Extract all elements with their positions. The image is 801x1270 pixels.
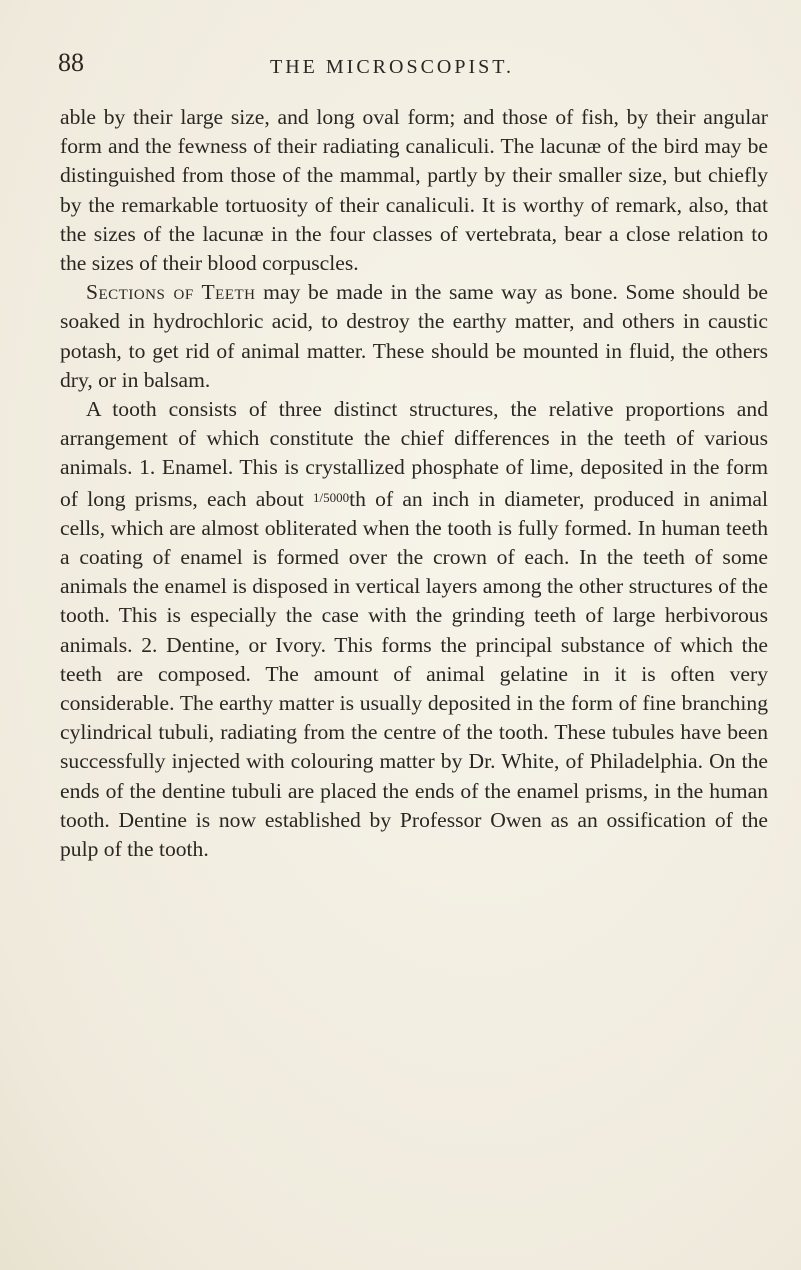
body-text [60,103,768,864]
paragraph-3-text-a: A tooth consists of three distinct structures, the relative proportions and arrangement of which constitute the chief differences in the teeth of various animals. 1. Enamel. This is crystallized phosphate of lime, deposited in the form of long prisms, each about [60,397,768,511]
fraction: 1/5000 [313,489,350,505]
paragraph-2-text: may be made in the same way as bone. Some should be soaked in hydrochloric acid, to destroy the earthy matter, and others in caustic potash, to get rid of animal matter. These should be mounted in fluid, the others dry, or in balsam. [60,280,768,392]
paragraph-3-text-b: th of an inch in diameter, produced in animal cells, which are almost obliterated when the tooth is fully formed. In human teeth a coating of enamel is formed over the crown of each. In the teeth of some animals the enamel is disposed in vertical layers among the other structures of the tooth. This is especially the case with the grinding teeth of large herbivorous animals. 2. Dentine, or Ivory. This forms the principal substance of which the teeth are composed. The amount of animal gelatine in it is often very considerable. The earthy matter is usually deposited in the form of fine branching cylindrical tubuli, radiating from the centre of the tooth. These tubules have been successfully injected with colouring matter by Dr. White, of Philadelphia. On the ends of the dentine tubuli are placed the ends of the enamel prisms, in the human tooth. Dentine is now established by Professor Owen as an ossification of the pulp of the tooth. [60,486,768,862]
paragraph-2 [60,278,768,395]
running-head: THE MICROSCOPIST. [270,56,514,78]
paragraph-1: able by their large size, and long oval form; and those of fish, by their angular form and the fewness of their radiating canaliculi. The lacunæ of the bird may be distinguished from those of the mammal, partly by their smaller size, but chiefly by the remarkable tortuosity of their canaliculi. It is worthy of remark, also, that the sizes of the lacunæ in the four classes of vertebrata, bear a close relation to the sizes of their blood corpuscles. [60,105,768,276]
paragraph-3 [60,395,768,864]
section-heading: Sections of Teeth [86,280,256,305]
page-number: 88 [58,48,84,77]
